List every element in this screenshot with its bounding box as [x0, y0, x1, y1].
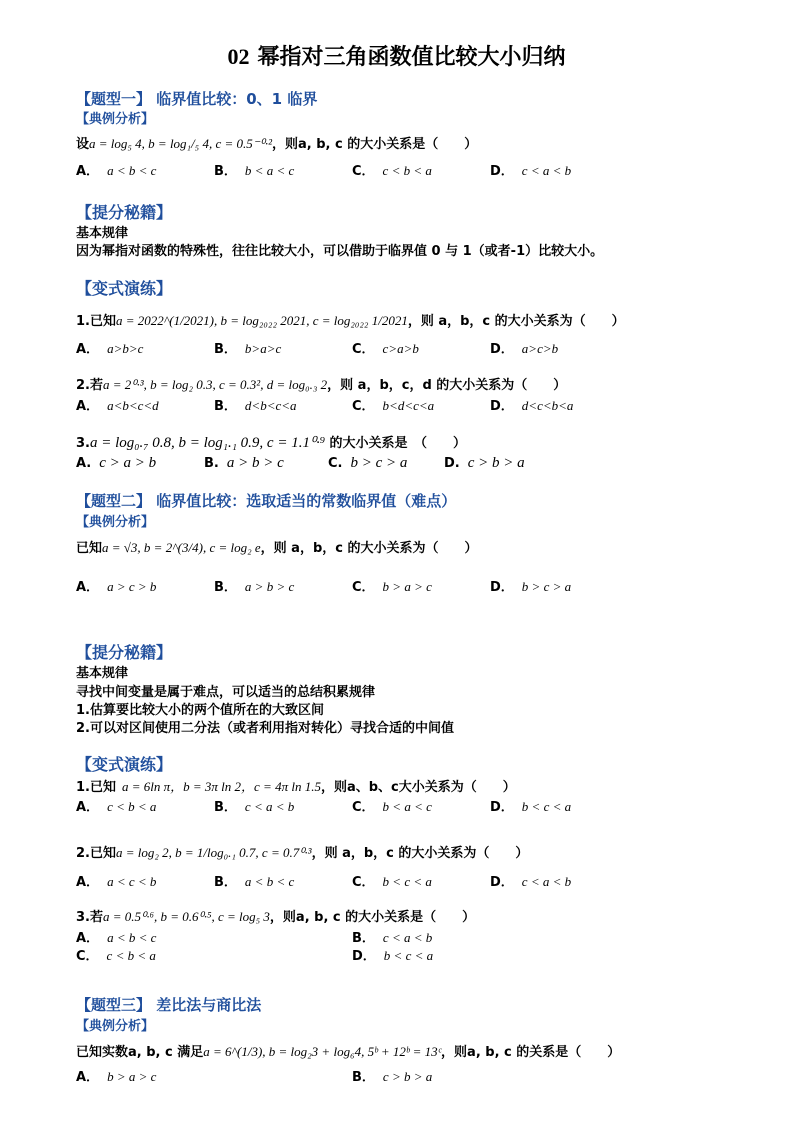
- option-b: B． a > b > c: [214, 579, 295, 595]
- option-a: A． a < b < c: [76, 163, 157, 179]
- option-d: D． a>c>b: [490, 341, 559, 357]
- page-title: [0, 40, 793, 71]
- practice-1-3-question: 3.a = log₀.₇ 0.8, b = log₁.₁ 0.9, c = 1.1⁰·⁹ 的大小关系是 （ ）: [76, 435, 466, 451]
- option-b: B． c < a < b: [352, 930, 433, 946]
- option-a: A． a>b>c: [76, 341, 144, 357]
- question-math: a = log₅ 4, b = log₁/₅ 4, c = 0.5⁻⁰·²: [89, 136, 272, 151]
- topic3-example-label: 【典例分析】: [76, 1019, 155, 1034]
- option-d: D. c > b > a: [444, 455, 525, 471]
- option-a: A． a < c < b: [76, 874, 157, 890]
- practice-heading-1: 【变式演练】: [76, 279, 173, 298]
- option-c: C． b < a < c: [352, 799, 432, 815]
- practice-heading-2: 【变式演练】: [76, 755, 173, 774]
- option-b: B． b < a < c: [214, 163, 295, 179]
- option-c: C． c < b < a: [352, 163, 432, 179]
- option-d: D． d<c<b<a: [490, 398, 574, 414]
- option-a: A． a<b<c<d: [76, 398, 159, 414]
- tips-line: 2.可以对区间使用二分法（或者利用指对转化）寻找合适的中间值: [76, 721, 454, 736]
- tips-heading-1: 【提分秘籍】: [76, 203, 173, 222]
- tips-heading-2: 【提分秘籍】: [76, 643, 173, 662]
- option-a: A． b > a > c: [76, 1069, 157, 1085]
- tips-title-1: 基本规律: [76, 226, 129, 241]
- option-c: C． c>a>b: [352, 341, 419, 357]
- option-c: C． b < c < a: [352, 874, 432, 890]
- option-d: D． b < c < a: [352, 948, 434, 964]
- option-b: B． c < a < b: [214, 799, 295, 815]
- practice-2-2-question: 2.已知a = log₂ 2, b = 1/log₀.₁ 0.7, c = 0.7⁰·³，则 a，b，c 的大小关系为（ ）: [76, 845, 529, 861]
- topic3-question: 已知实数a, b, c 满足a = 6^(1/3), b = log₂3 + log₆4, 5ᵇ + 12ᵇ = 13ᶜ，则a, b, c 的关系是（ ）: [76, 1044, 621, 1060]
- practice-1-1-question: 1.已知a = 2022^(1/2021), b = log₂₀₂₂ 2021, c = log₂₀₂₂ 1/2021，则 a，b，c 的大小关系为（ ）: [76, 313, 625, 329]
- option-b: B． c > b > a: [352, 1069, 433, 1085]
- topic2-question: 已知a = √3, b = 2^(3/4), c = log₂ e，则 a，b，c 的大小关系为（ ）: [76, 540, 478, 556]
- option-c: C． b > a > c: [352, 579, 432, 595]
- question-prefix: 设: [76, 137, 90, 152]
- practice-2-1-question: 1.已知 a = 6ln π，b = 3π ln 2，c = 4π ln 1.5，则a、b、c大小关系为（ ）: [76, 779, 516, 795]
- option-a: A． a > c > b: [76, 579, 157, 595]
- option-a: A. c > a > b: [76, 455, 157, 471]
- topic1-header: 【题型一】 临界值比较：0、1 临界: [76, 90, 318, 108]
- question-suffix: ，则a, b, c 的大小关系是（ ）: [271, 137, 478, 152]
- option-d: D． b < c < a: [490, 799, 572, 815]
- option-b: B． a < b < c: [214, 874, 295, 890]
- option-d: D． c < a < b: [490, 874, 572, 890]
- option-a: A． a < b < c: [76, 930, 157, 946]
- tips-text-1: 因为幂指对函数的特殊性，往往比较大小，可以借助于临界值 0 与 1（或者-1）比较大小。: [76, 244, 604, 259]
- option-a: A． c < b < a: [76, 799, 157, 815]
- tips-line: 1.估算要比较大小的两个值所在的大致区间: [76, 703, 324, 718]
- title-number: 02: [227, 44, 250, 69]
- tips-title-2: 基本规律: [76, 666, 129, 681]
- tips-line: 寻找中间变量是属于难点，可以适当的总结积累规律: [76, 685, 376, 700]
- practice-1-2-question: 2.若a = 2⁰·³, b = log₂ 0.3, c = 0.3², d = log₀.₃ 2，则 a，b，c，d 的大小关系为（ ）: [76, 377, 567, 393]
- topic2-header: 【题型二】 临界值比较：选取适当的常数临界值（难点）: [76, 492, 457, 510]
- topic1-example-label: 【典例分析】: [76, 112, 155, 127]
- option-c: C． b<d<c<a: [352, 398, 435, 414]
- title-text: 幂指对三角函数值比较大小归纳: [257, 45, 566, 70]
- option-c: C． c < b < a: [76, 948, 156, 964]
- practice-2-3-question: 3.若a = 0.5⁰·⁶, b = 0.6⁰·⁵, c = log₅ 3，则a, b, c 的大小关系是（ ）: [76, 909, 476, 925]
- topic1-question: [76, 133, 477, 152]
- option-b: B． b>a>c: [214, 341, 282, 357]
- option-b: B． d<b<c<a: [214, 398, 297, 414]
- option-d: D． b > c > a: [490, 579, 572, 595]
- option-c: C. b > c > a: [328, 455, 408, 471]
- topic2-example-label: 【典例分析】: [76, 515, 155, 530]
- option-b: B. a > b > c: [204, 455, 284, 471]
- topic3-header: 【题型三】 差比法与商比法: [76, 996, 262, 1014]
- option-d: D． c < a < b: [490, 163, 572, 179]
